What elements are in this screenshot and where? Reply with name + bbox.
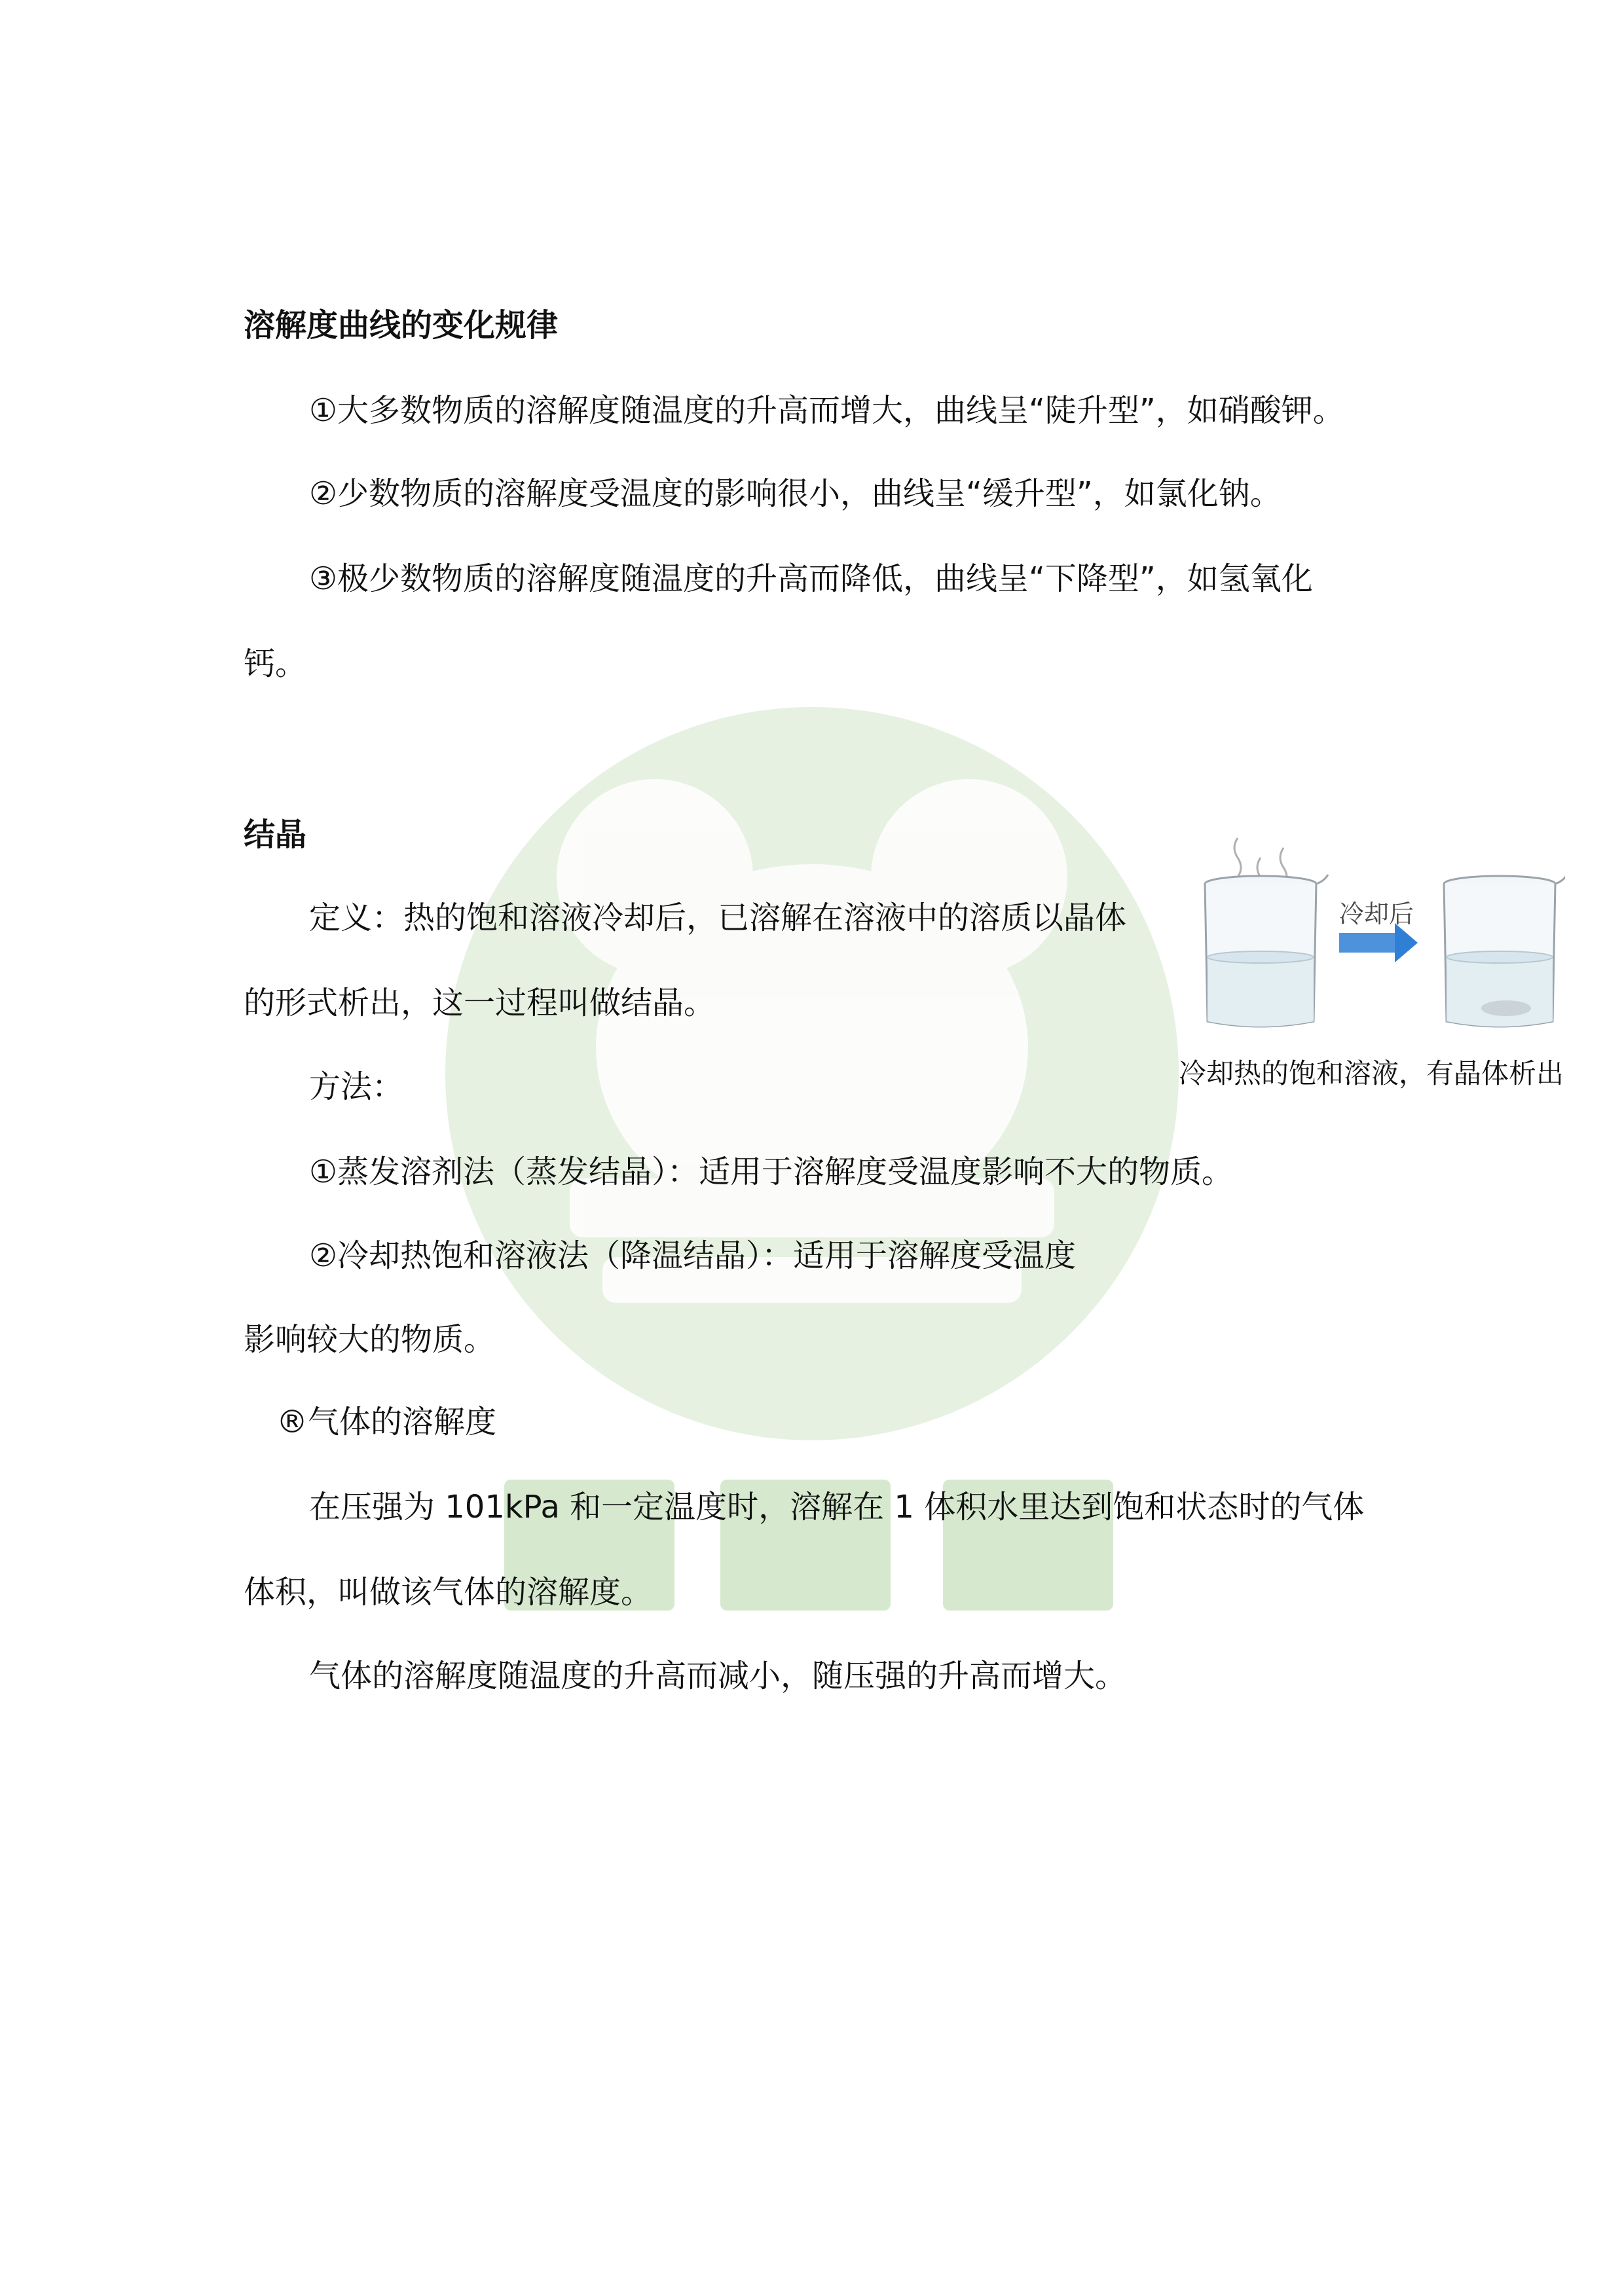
curve-rule-3: ③极少数物质的溶解度随温度的升高而降低，曲线呈“下降型”，如氢氧化: [309, 560, 1313, 597]
method-2-line-2: 影响较大的物质。: [244, 1321, 496, 1358]
definition-line-2: 的形式析出，这一过程叫做结晶。: [244, 985, 716, 1021]
beaker-hot-icon: [1205, 875, 1328, 1027]
curve-rule-2: ②少数物质的溶解度受温度的影响很小，曲线呈“缓升型”，如氯化钠。: [309, 475, 1282, 512]
method-1: ①蒸发溶剂法（蒸发结晶）：适用于溶解度受温度影响不大的物质。: [309, 1154, 1234, 1190]
method-label: 方法：: [309, 1068, 404, 1105]
method-2-line-1: ②冷却热饱和溶液法（降温结晶）：适用于溶解度受温度: [309, 1237, 1077, 1274]
crystallization-figure: [1198, 831, 1565, 1034]
beaker-cooled-icon: [1444, 875, 1565, 1027]
figure-caption: 冷却热的饱和溶液，有晶体析出: [1179, 1057, 1564, 1089]
arrow-label: 冷却后: [1339, 900, 1414, 928]
curve-rule-1: ①大多数物质的溶解度随温度的升高而增大，曲线呈“陡升型”，如硝酸钾。: [309, 392, 1344, 429]
section-heading-crystallization: 结晶: [244, 816, 307, 853]
gas-rule: 气体的溶解度随温度的升高而减小，随压强的升高而增大。: [309, 1658, 1127, 1694]
gas-definition-line-2: 体积，叫做该气体的溶解度。: [244, 1574, 653, 1611]
definition-line-1: 定义：热的饱和溶液冷却后，已溶解在溶液中的溶质以晶体: [309, 900, 1127, 936]
curve-rule-3-cont: 钙。: [244, 646, 307, 682]
gas-definition-line-1: 在压强为 101kPa 和一定温度时，溶解在 1 体积水里达到饱和状态时的气体: [309, 1489, 1365, 1525]
section-heading-solubility-curve: 溶解度曲线的变化规律: [244, 307, 559, 344]
section-heading-gas-solubility: ®气体的溶解度: [276, 1404, 497, 1440]
